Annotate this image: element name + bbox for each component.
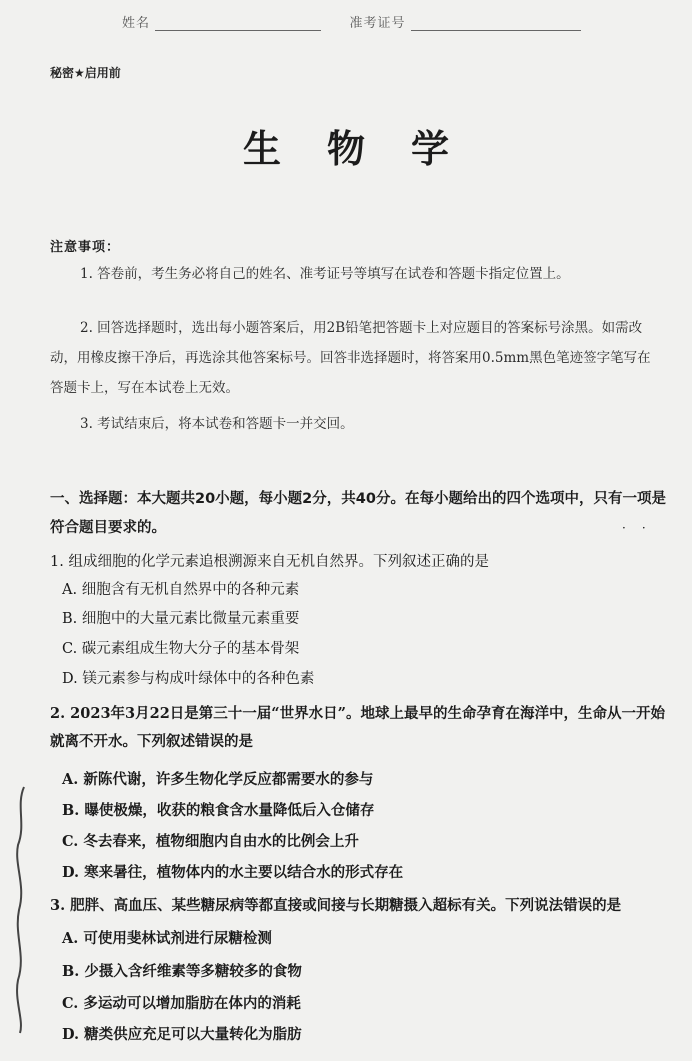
notice-item-2: 2. 回答选择题时，选出每小题答案后，用2B铅笔把答题卡上对应题目的答案标号涂黑。如需改动，用橡皮擦干净后，再选涂其他答案标号。回答非选择题时，将答案用0.5mm黑色笔迹签字笔写在答题卡上，写在本试卷上无效。: [50, 320, 651, 396]
name-blank[interactable]: [155, 16, 321, 31]
question-1-option-d[interactable]: D. 镁元素参与构成叶绿体中的各种色素: [62, 671, 315, 687]
notice-item-3: 3. 考试结束后，将本试卷和答题卡一并交回。: [80, 416, 354, 432]
question-2-option-a[interactable]: A. 新陈代谢，许多生物化学反应都需要水的参与: [62, 771, 374, 788]
question-3-option-b[interactable]: B. 少摄入含纤维素等多糖较多的食物: [62, 963, 302, 980]
name-label: 姓名: [122, 16, 151, 31]
page-title: 生物学: [242, 126, 495, 171]
emphasis-dots: ··: [622, 521, 662, 535]
question-2-option-c[interactable]: C. 冬去春来，植物细胞内自由水的比例会上升: [62, 833, 359, 850]
candidate-info-line: [122, 12, 581, 31]
binding-bracket-icon: [14, 785, 28, 1035]
notice-item-1: 1. 答卷前，考生务必将自己的姓名、准考证号等填写在试卷和答题卡指定位置上。: [80, 266, 570, 282]
question-2-stem: 2. 2023年3月22日是第三十一届“世界水日”。地球上最早的生命孕育在海洋中，生命从一开始就离不开水。下列叙述错误的是: [50, 705, 665, 750]
question-3-option-c[interactable]: C. 多运动可以增加脂肪在体内的消耗: [62, 995, 301, 1012]
question-1-option-b[interactable]: B. 细胞中的大量元素比微量元素重要: [62, 611, 300, 627]
exam-id-blank[interactable]: [411, 16, 581, 31]
question-1-option-a[interactable]: A. 细胞含有无机自然界中的各种元素: [62, 582, 300, 598]
exam-id-label: 准考证号: [349, 16, 406, 31]
section-heading: 一、选择题：本大题共20小题，每小题2分，共40分。在每小题给出的四个选项中，只有一项是符合题目要求的。: [50, 491, 666, 536]
question-1-stem: 1. 组成细胞的化学元素追根溯源来自无机自然界。下列叙述正确的是: [50, 554, 489, 570]
notice-heading: 注意事项：: [50, 240, 121, 255]
secret-mark: 秘密★启用前: [50, 66, 121, 80]
question-1-option-c[interactable]: C. 碳元素组成生物大分子的基本骨架: [62, 641, 300, 657]
question-3-stem: 3. 肥胖、高血压、某些糖尿病等都直接或间接与长期糖摄入超标有关。下列说法错误的是: [50, 897, 622, 914]
question-2-option-d[interactable]: D. 寒来暑往，植物体内的水主要以结合水的形式存在: [62, 864, 404, 881]
question-2-option-b[interactable]: B. 曝使极燥，收获的粮食含水量降低后入仓储存: [62, 802, 375, 819]
question-3-option-a[interactable]: A. 可使用斐林试剂进行尿糖检测: [62, 930, 272, 947]
question-3-option-d[interactable]: D. 糖类供应充足可以大量转化为脂肪: [62, 1026, 302, 1043]
